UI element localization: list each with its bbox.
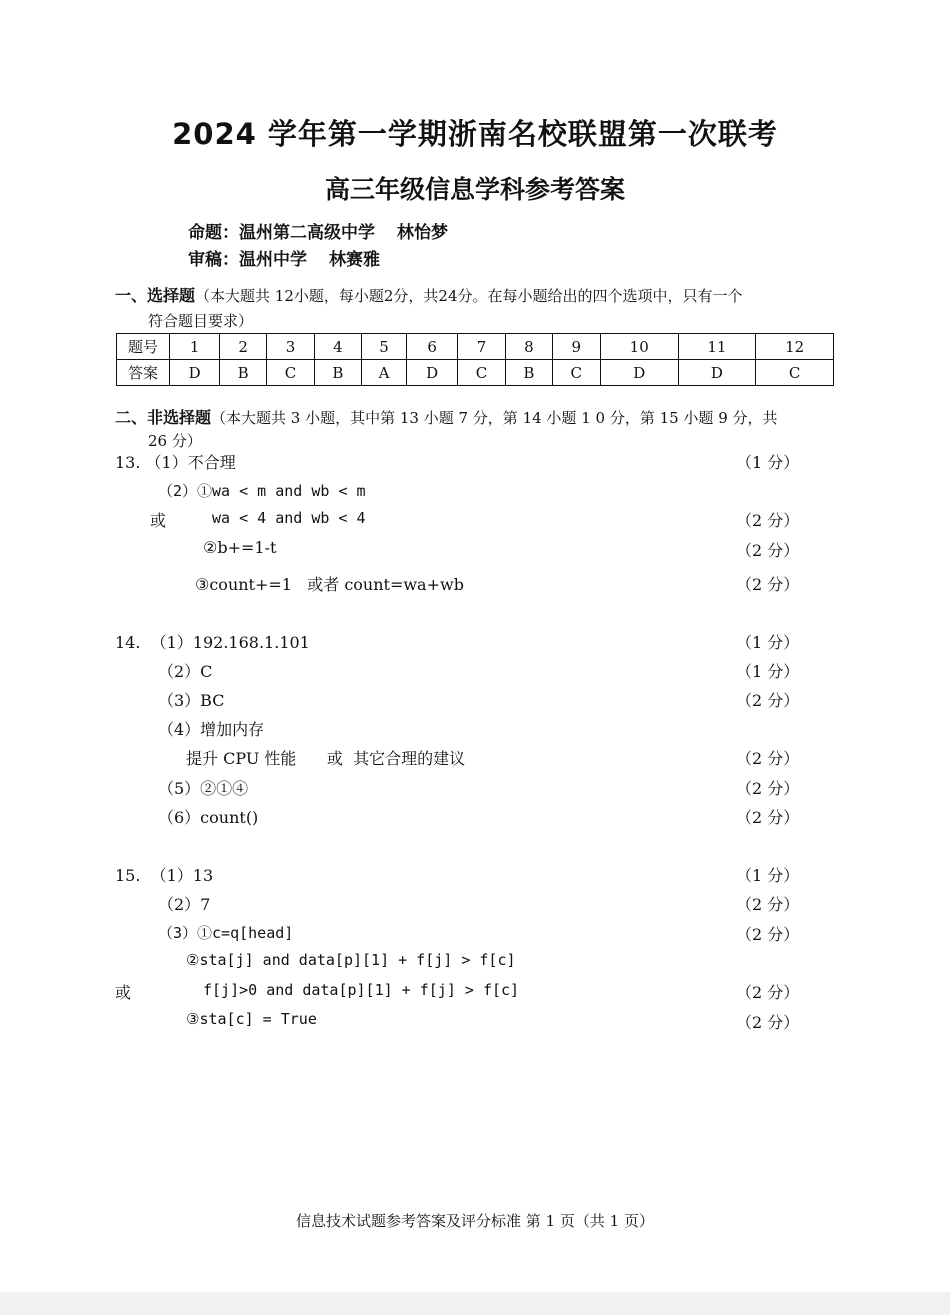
answer-cell: C — [457, 360, 505, 386]
q14-part2-score: （1 分） — [736, 662, 800, 681]
q15-part3-score: （2 分） — [736, 925, 800, 944]
row-label-answer: 答案 — [117, 360, 170, 386]
section2-desc-cont: 26 分） — [148, 432, 202, 450]
question-number: 12 — [756, 334, 834, 360]
credit-author-label: 命题： — [188, 223, 239, 243]
q13-part2-alt: wa < 4 and wb < 4 — [212, 509, 366, 527]
section1-desc: （本大题共 12小题，每小题2分，共24分。在每小题给出的四个选项中，只有一个 — [195, 287, 743, 305]
credit-author-name: 林怡梦 — [397, 223, 448, 243]
q13-part2: （2）①wa < m and wb < m — [158, 482, 366, 500]
q13-part2-b-score: （2 分） — [736, 541, 800, 560]
q14-part1: 14. （1）192.168.1.101 — [115, 633, 310, 652]
q15-part2-score: （2 分） — [736, 895, 800, 914]
q15-part3-b-score: （2 分） — [736, 983, 800, 1002]
answer-cell: B — [220, 360, 267, 386]
answer-cell: D — [678, 360, 756, 386]
section2-heading: 二、非选择题 — [115, 408, 212, 427]
question-number: 5 — [361, 334, 407, 360]
q15-part3-c-score: （2 分） — [736, 1013, 800, 1032]
q13-part2-score: （2 分） — [736, 511, 800, 530]
section2-desc: （本大题共 3 小题，其中第 13 小题 7 分，第 14 小题 1 0 分，第 15 小题 9 分，共 — [211, 409, 778, 427]
q13-part2-b: ②b+=1-t — [203, 538, 277, 557]
credit-reviewer-school: 温州中学 — [239, 250, 307, 270]
question-number: 11 — [678, 334, 756, 360]
page-footer: 信息技术试题参考答案及评分标准 第 1 页（共 1 页） — [296, 1212, 654, 1230]
answer-cell: C — [756, 360, 834, 386]
q14-part3-score: （2 分） — [736, 691, 800, 710]
q15-part3-c: ③sta[c] = True — [186, 1010, 317, 1028]
answer-cell: B — [506, 360, 553, 386]
row-label-number: 题号 — [117, 334, 170, 360]
credit-reviewer-label: 审稿： — [188, 250, 239, 270]
answer-cell: D — [407, 360, 457, 386]
answer-cell: D — [170, 360, 220, 386]
q14-part5-score: （2 分） — [736, 779, 800, 798]
document-subtitle: 高三年级信息学科参考答案 — [324, 175, 625, 204]
scan-bottom-edge — [0, 1292, 950, 1315]
q14-part6-score: （2 分） — [736, 808, 800, 827]
q14-part5: （5）②①④ — [158, 779, 249, 798]
section1-desc-cont: 符合题目要求） — [148, 312, 254, 330]
question-number: 3 — [266, 334, 314, 360]
q13-part2-c: ③count+=1 或者 count=wa+wb — [195, 575, 464, 594]
document-title: 2024 学年第一学期浙南名校联盟第一次联考 — [172, 117, 778, 151]
q14-part6: （6）count() — [158, 808, 259, 827]
answer-cell: C — [266, 360, 314, 386]
q15-part1-score: （1 分） — [736, 866, 800, 885]
q14-part4-score: （2 分） — [736, 749, 800, 768]
q14-part1-score: （1 分） — [736, 633, 800, 652]
answer-cell: C — [552, 360, 600, 386]
question-number: 1 — [170, 334, 220, 360]
q13-part1: 13. （1）不合理 — [115, 453, 236, 472]
credit-reviewer — [188, 245, 380, 270]
question-number: 7 — [457, 334, 505, 360]
answer-cell: A — [361, 360, 407, 386]
q14-part4: （4）增加内存 — [158, 720, 265, 739]
q14-part3: （3）BC — [158, 691, 225, 710]
q15-part3-or: 或 — [115, 983, 132, 1002]
question-number: 2 — [220, 334, 267, 360]
q15-part3-b: ②sta[j] and data[p][1] + f[j] > f[c] — [186, 951, 516, 969]
q13-part2-c-score: （2 分） — [736, 575, 800, 594]
q15-part2: （2）7 — [158, 895, 211, 914]
q13-part1-score: （1 分） — [736, 453, 800, 472]
q15-part1: 15. （1）13 — [115, 866, 214, 885]
credit-author — [188, 218, 448, 243]
q14-part4-alt: 提升 CPU 性能 或 其它合理的建议 — [186, 749, 466, 768]
question-number: 4 — [315, 334, 362, 360]
answer-table — [116, 333, 834, 386]
question-number: 10 — [600, 334, 678, 360]
answer-table-number-row — [117, 334, 834, 360]
question-number: 6 — [407, 334, 457, 360]
answer-cell: D — [600, 360, 678, 386]
q15-part3-b-alt: f[j]>0 and data[p][1] + f[j] > f[c] — [203, 981, 520, 999]
credit-author-school: 温州第二高级中学 — [239, 223, 375, 243]
q15-part3: （3）①c=q[head] — [158, 924, 294, 942]
section2-header — [115, 405, 778, 428]
answer-table-answer-row — [117, 360, 834, 386]
question-number: 9 — [552, 334, 600, 360]
question-number: 8 — [506, 334, 553, 360]
q14-part2: （2）C — [158, 662, 213, 681]
section1-heading: 一、选择题 — [115, 286, 196, 305]
credit-reviewer-name: 林赛雅 — [329, 250, 380, 270]
q13-part2-or: 或 — [150, 511, 167, 530]
section1-header — [115, 283, 743, 306]
answer-cell: B — [315, 360, 362, 386]
